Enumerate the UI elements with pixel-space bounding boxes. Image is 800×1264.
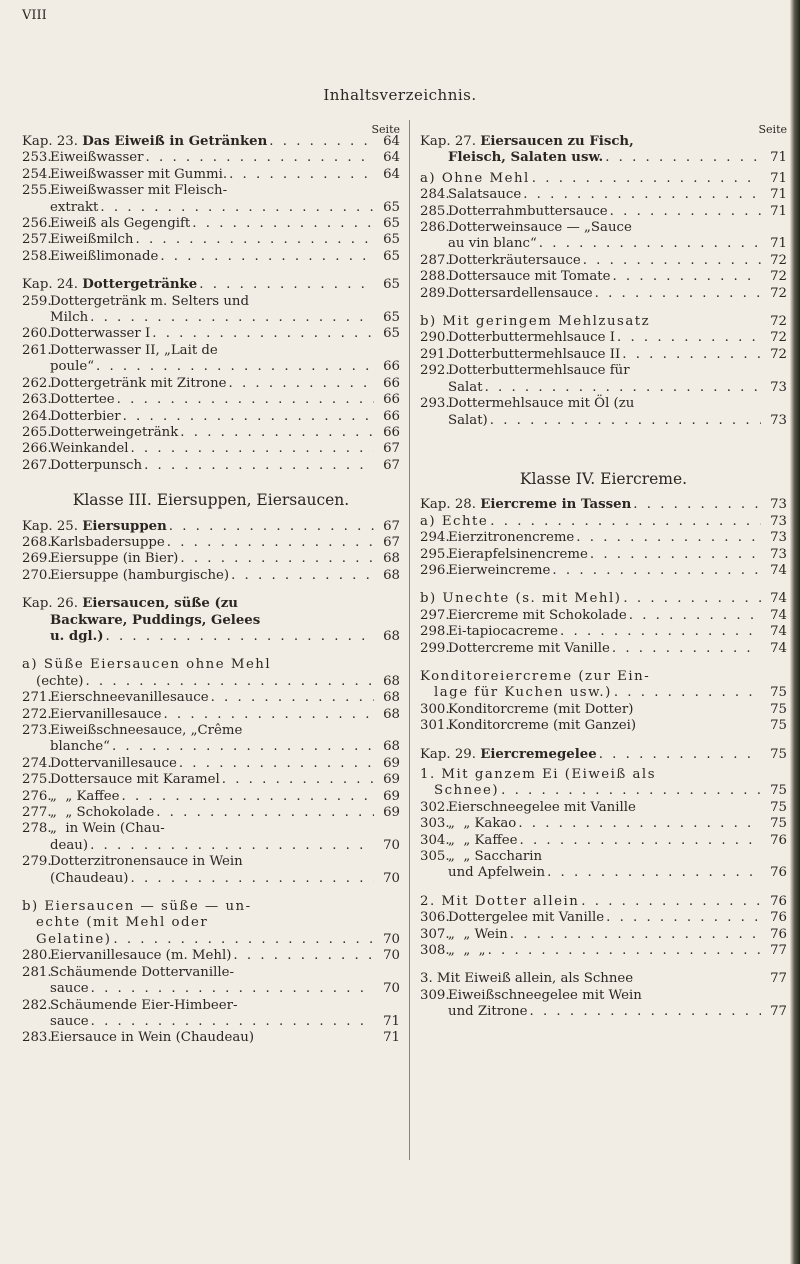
toc-entry: 307. „ „ Wein . . . 76 bbox=[420, 927, 787, 943]
toc-entry: 274. Dottervanillesauce . . . 69 bbox=[22, 756, 400, 772]
toc-entry: 286. Dotterweinsauce — „Sauce bbox=[420, 220, 632, 236]
column-divider bbox=[409, 120, 410, 1160]
toc-entry: 272. Eiervanillesauce . . . 68 bbox=[22, 707, 400, 723]
toc-entry-cont: sauce . . . 70 bbox=[22, 981, 400, 997]
toc-entry: 288. Dottersauce mit Tomate . . . 72 bbox=[420, 269, 787, 285]
toc-entry-cont: (Chaudeau) . . . 70 bbox=[22, 871, 400, 887]
toc-entry: 255. Eiweißwasser mit Fleisch- bbox=[22, 183, 228, 199]
section-heading-cont: lage für Kuchen usw.) . . . 75 bbox=[420, 685, 787, 701]
toc-entry: 259. Dottergetränk m. Selters und bbox=[22, 293, 249, 309]
toc-entry: 293. Dottermehlsauce mit Öl (zu bbox=[420, 396, 635, 412]
toc-entry: 256. Eiweiß als Gegengift . . . 65 bbox=[22, 216, 400, 232]
toc-entry: 297. Eiercreme mit Schokolade . . . 74 bbox=[420, 608, 787, 624]
toc-entry: 298. Ei-tapiocacreme . . . 74 bbox=[420, 624, 787, 640]
toc-left-column bbox=[22, 124, 400, 1047]
toc-entry-cont: Milch . . . 65 bbox=[22, 310, 400, 326]
toc-entry: 296. Eierweincreme . . . 74 bbox=[420, 563, 787, 579]
chapter-27-heading: Kap. 27. Eiersaucen zu Fisch, bbox=[420, 134, 634, 149]
page-number: VIII bbox=[22, 8, 47, 23]
section-heading: 2. Mit Dotter allein . . . 76 bbox=[420, 894, 787, 910]
toc-entry: 258. Eiweißlimonade . . . 65 bbox=[22, 249, 400, 265]
section-heading: a) Süße Eiersaucen ohne Mehl bbox=[22, 657, 272, 673]
toc-entry: 289. Dottersardellensauce . . . 72 bbox=[420, 286, 787, 302]
section-heading-cont: Schnee) . . . 75 bbox=[420, 783, 787, 799]
section-heading: a) Ohne Mehl . . . 71 bbox=[420, 171, 787, 187]
class-3-heading: Klasse III. Eiersuppen, Eiersaucen. bbox=[72, 491, 350, 510]
toc-entry: 268. Karlsbadersuppe . . . 67 bbox=[22, 535, 400, 551]
chapter-24-heading: Kap. 24. Dottergetränke . . . 65 bbox=[22, 277, 400, 293]
section-heading: b) Unechte (s. mit Mehl) . . . 74 bbox=[420, 591, 787, 607]
toc-entry: 275. Dottersauce mit Karamel . . . 69 bbox=[22, 772, 400, 788]
toc-entry: 264. Dotterbier . . . 66 bbox=[22, 409, 400, 425]
toc-entry: 294. Eierzitronencreme . . . 73 bbox=[420, 530, 787, 546]
toc-entry-cont: extrakt . . . 65 bbox=[22, 200, 400, 216]
toc-entry: 299. Dottercreme mit Vanille . . . 74 bbox=[420, 641, 787, 657]
toc-entry: 303. „ „ Kakao . . . 75 bbox=[420, 816, 787, 832]
seite-label-right: Seite bbox=[758, 123, 787, 136]
toc-entry: 287. Dotterkräutersauce . . . 72 bbox=[420, 253, 787, 269]
section-heading: Konditoreiercreme (zur Ein- bbox=[420, 668, 651, 684]
toc-entry: 305. „ „ Saccharin bbox=[420, 849, 543, 865]
chapter-26-heading: Kap. 26. Eiersaucen, süße (zu bbox=[22, 596, 238, 612]
toc-entry: 302. Eierschneegelee mit Vanille 75 bbox=[420, 799, 787, 815]
chapter-29-heading: Kap. 29. Eiercremegelee . . . 75 bbox=[420, 747, 787, 763]
toc-entry: 269. Eiersuppe (in Bier) . . . 68 bbox=[22, 551, 400, 567]
toc-entry: 260. Dotterwasser I . . . 65 bbox=[22, 326, 400, 342]
toc-entry: 295. Eierapfelsinencreme . . . 73 bbox=[420, 547, 787, 563]
toc-entry: 290. Dotterbuttermehlsauce I . . . 72 bbox=[420, 330, 787, 346]
toc-entry: 284. Salatsauce . . . 71 bbox=[420, 187, 787, 203]
section-heading: a) Echte . . . 73 bbox=[420, 514, 787, 530]
section-heading: 1. Mit ganzem Ei (Eiweiß als bbox=[420, 767, 657, 782]
toc-entry: 267. Dotterpunsch . . . 67 bbox=[22, 458, 400, 474]
toc-entry-cont: blanche“ . . . 68 bbox=[22, 739, 400, 755]
toc-entry-cont: au vin blanc“ . . . 71 bbox=[420, 236, 787, 252]
toc-entry: 300. Konditorcreme (mit Dotter) 75 bbox=[420, 701, 787, 717]
toc-entry: 301. Konditorcreme (mit Ganzei) 75 bbox=[420, 718, 787, 734]
toc-entry-cont: Salat . . . 73 bbox=[420, 380, 787, 396]
toc-entry: 273. Eiweißschneesauce, „Crême bbox=[22, 723, 243, 738]
toc-entry: 261. Dotterwasser II, „Lait de bbox=[22, 342, 218, 358]
toc-entry: 277. „ „ Schokolade . . . 69 bbox=[22, 805, 400, 821]
section-heading: b) Eiersaucen — süße — un- bbox=[22, 899, 252, 915]
toc-entry: 253. Eiweißwasser . . . 64 bbox=[22, 150, 400, 166]
chapter-26-heading-cont: u. dgl.) . . . 68 bbox=[22, 629, 400, 645]
toc-entry: 271. Eierschneevanillesauce . . . 68 bbox=[22, 690, 400, 706]
section-heading: 3. Mit Eiweiß allein, als Schnee 77 bbox=[420, 971, 787, 987]
toc-entry: 266. Weinkandel . . . 67 bbox=[22, 441, 400, 457]
section-heading-cont: Gelatine) . . . 70 bbox=[22, 932, 400, 948]
toc-entry-cont: Salat) . . . 73 bbox=[420, 413, 787, 429]
section-heading-cont: echte (mit Mehl oder bbox=[36, 915, 209, 931]
class-4-heading: Klasse IV. Eiercreme. bbox=[519, 469, 688, 488]
toc-entry-cont: sauce . . . 71 bbox=[22, 1014, 400, 1030]
toc-entry: 283. Eiersauce in Wein (Chaudeau) 71 bbox=[22, 1030, 400, 1046]
toc-entry: 285. Dotterrahmbuttersauce . . . 71 bbox=[420, 204, 787, 220]
chapter-26-heading-cont: Backware, Puddings, Gelees bbox=[50, 612, 261, 628]
chapter-25-heading: Kap. 25. Eiersuppen . . . 67 bbox=[22, 519, 400, 535]
toc-entry: 309. Eiweißschneegelee mit Wein bbox=[420, 987, 642, 1003]
toc-entry: 257. Eiweißmilch . . . 65 bbox=[22, 232, 400, 248]
toc-entry: 270. Eiersuppe (hamburgische) . . . 68 bbox=[22, 568, 400, 584]
toc-entry: 280. Eiervanillesauce (m. Mehl) . . . 70 bbox=[22, 948, 400, 964]
toc-entry: 292. Dotterbuttermehlsauce für bbox=[420, 363, 630, 379]
toc-entry: 263. Dottertee . . . 66 bbox=[22, 392, 400, 408]
toc-entry: 276. „ „ Kaffee . . . 69 bbox=[22, 789, 400, 805]
chapter-28-heading: Kap. 28. Eiercreme in Tassen . . . 73 bbox=[420, 497, 787, 513]
toc-entry: 281. Schäumende Dottervanille- bbox=[22, 964, 234, 980]
toc-entry: 282. Schäumende Eier-Himbeer- bbox=[22, 997, 238, 1013]
seite-label-left: Seite bbox=[371, 123, 400, 136]
toc-entry: 308. „ „ „ . . . 77 bbox=[420, 943, 787, 959]
toc-entry: 279. Dotterzitronensauce in Wein bbox=[22, 854, 243, 870]
toc-entry: 306. Dottergelee mit Vanille . . . 76 bbox=[420, 910, 787, 926]
toc-entry-cont: deau) . . . 70 bbox=[22, 838, 400, 854]
chapter-27-heading-cont: Fleisch, Salaten usw. . . . 71 bbox=[420, 150, 787, 166]
chapter-23-heading: Kap. 23. Das Eiweiß in Getränken . . . 64 bbox=[22, 134, 400, 150]
section-heading: b) Mit geringem Mehlzusatz 72 bbox=[420, 314, 787, 330]
toc-entry: 254. Eiweißwasser mit Gummi. . . . 64 bbox=[22, 167, 400, 183]
toc-right-column bbox=[420, 124, 787, 1021]
toc-entry-cont: und Zitrone . . . 77 bbox=[420, 1004, 787, 1020]
toc-entry-cont: und Apfelwein . . . 76 bbox=[420, 865, 787, 881]
toc-entry: 304. „ „ Kaffee . . . 76 bbox=[420, 833, 787, 849]
page-edge-shadow bbox=[790, 0, 800, 1264]
toc-entry: 291. Dotterbuttermehlsauce II . . . 72 bbox=[420, 347, 787, 363]
toc-entry: 262. Dottergetränk mit Zitrone . . . 66 bbox=[22, 376, 400, 392]
toc-entry: 265. Dotterweingetränk . . . 66 bbox=[22, 425, 400, 441]
toc-entry-cont: poule“ . . . 66 bbox=[22, 359, 400, 375]
page-header: Inhaltsverzeichnis. bbox=[323, 86, 477, 104]
section-heading-cont: (echte) . . . 68 bbox=[22, 674, 400, 690]
toc-entry: 278. „ in Wein (Chau- bbox=[22, 821, 165, 837]
